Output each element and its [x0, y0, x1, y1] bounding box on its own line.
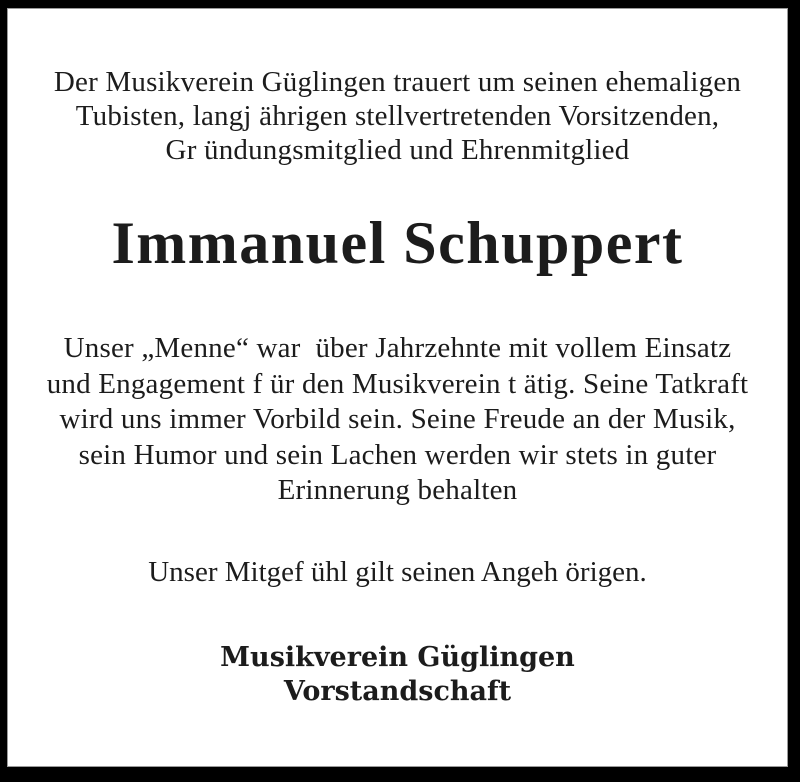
- eulogy-line-1: Unser „Menne“ war über Jahrzehnte mit vollem Einsatz: [63, 332, 732, 364]
- deceased-name: Immanuel Schuppert: [111, 210, 684, 276]
- notice-content: [8, 9, 787, 766]
- eulogy-line-5: Erinnerung behalten: [277, 474, 518, 506]
- signature-organization: Musikverein Güglingen: [220, 641, 575, 673]
- eulogy-line-2: und Engagement f ür den Musikverein t ätig. Seine Tatkraft: [46, 367, 749, 400]
- signature-block: [8, 641, 787, 709]
- condolence-line: Unser Mitgef ühl gilt seinen Angeh örigen.: [148, 555, 647, 588]
- intro-paragraph: [8, 65, 787, 167]
- intro-line-3: Gr ündungsmitglied und Ehrenmitglied: [165, 134, 630, 166]
- intro-line-2: Tubisten, langj ährigen stellvertretenden Vorsitzenden,: [75, 100, 720, 132]
- eulogy-line-3: wird uns immer Vorbild sein. Seine Freude an der Musik,: [59, 403, 736, 435]
- eulogy-line-4: sein Humor und sein Lachen werden wir stets in guter: [78, 438, 717, 471]
- intro-line-1: Der Musikverein Güglingen trauert um seinen ehemaligen: [53, 66, 742, 98]
- signature-board: Vorstandschaft: [283, 675, 512, 707]
- eulogy-paragraph: [8, 331, 787, 509]
- notice-page: [7, 8, 788, 767]
